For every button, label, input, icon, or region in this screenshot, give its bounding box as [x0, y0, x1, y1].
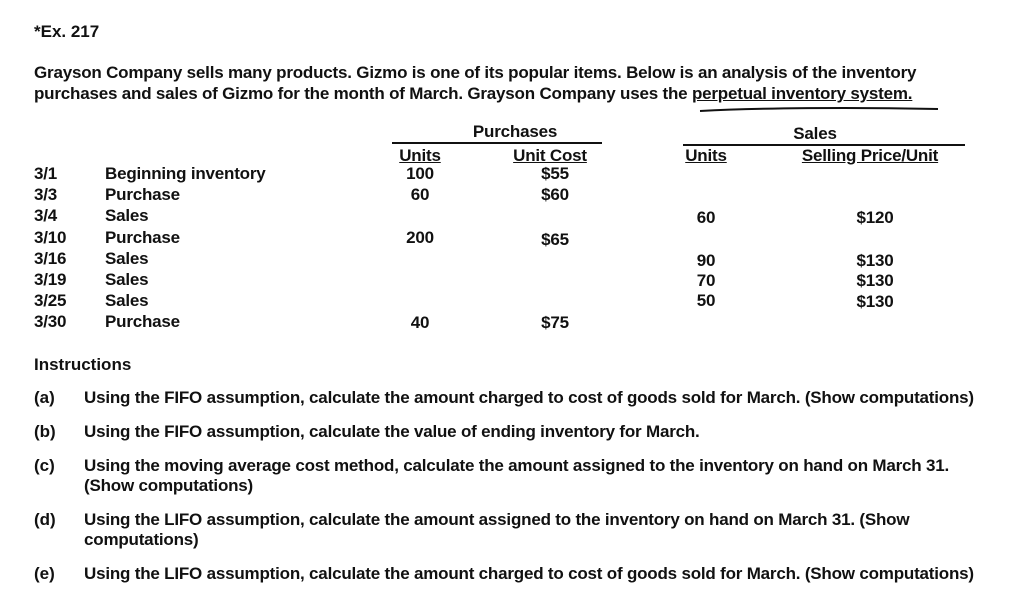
row-description: Purchase — [105, 228, 180, 247]
row-unit-cost: $60 — [541, 185, 569, 204]
row-purchase-units: 200 — [406, 228, 434, 247]
row-purchase-units: 40 — [410, 313, 430, 332]
instruction-label: (e) — [34, 564, 55, 583]
purchases-header: Purchases — [472, 122, 558, 141]
row-description: Sales — [105, 249, 149, 268]
instruction-text: Using the FIFO assumption, calculate the amount charged to cost of goods sold for March. (Show computations) — [84, 388, 974, 407]
row-description: Beginning inventory — [105, 164, 266, 183]
selling-price-header: Selling Price/Unit — [801, 146, 939, 165]
row-date: 3/30 — [34, 312, 67, 331]
row-date: 3/25 — [34, 291, 67, 310]
instruction-label: (a) — [34, 388, 55, 407]
purchases-units-header: Units — [399, 146, 441, 165]
row-date: 3/3 — [34, 185, 58, 204]
instructions-heading: Instructions — [34, 355, 132, 374]
exercise-title: *Ex. 217 — [34, 22, 100, 41]
sales-units-header: Units — [685, 146, 727, 165]
row-description: Sales — [105, 206, 149, 225]
row-sales-units: 50 — [696, 291, 716, 310]
instruction-label: (c) — [34, 456, 55, 475]
row-date: 3/16 — [34, 249, 67, 268]
row-purchase-units: 100 — [406, 164, 434, 183]
row-description: Sales — [105, 270, 149, 289]
row-date: 3/19 — [34, 270, 67, 289]
row-unit-cost: $75 — [541, 313, 569, 332]
instruction-label: (b) — [34, 422, 56, 441]
row-selling-price: $120 — [856, 208, 894, 227]
row-selling-price: $130 — [856, 271, 894, 290]
intro-text: Grayson Company sells many products. Gizmo is one of its popular items. Below is an analysis of the inventory purchases and sales of Gizmo for the month of March. Grayson Company uses the — [34, 63, 917, 103]
sales-header: Sales — [793, 124, 837, 143]
row-description: Purchase — [105, 312, 180, 331]
instruction-label: (d) — [34, 510, 56, 529]
handwritten-underline — [698, 106, 940, 114]
row-sales-units: 90 — [696, 251, 716, 270]
row-selling-price: $130 — [856, 251, 894, 270]
instruction-text: Using the LIFO assumption, calculate the amount charged to cost of goods sold for March. (Show computations) — [84, 564, 974, 583]
instruction-text: Using the moving average cost method, calculate the amount assigned to the inventory on hand on March 31. (Show computations) — [84, 456, 950, 495]
row-description: Purchase — [105, 185, 180, 204]
row-unit-cost: $65 — [541, 230, 569, 249]
row-date: 3/4 — [34, 206, 58, 225]
row-unit-cost: $55 — [541, 164, 569, 183]
row-date: 3/1 — [34, 164, 58, 183]
unit-cost-header: Unit Cost — [513, 146, 587, 165]
row-sales-units: 60 — [696, 208, 716, 227]
row-purchase-units: 60 — [410, 185, 430, 204]
purchases-header-rule — [392, 142, 602, 144]
row-description: Sales — [105, 291, 149, 310]
row-sales-units: 70 — [696, 271, 716, 290]
instruction-text: Using the LIFO assumption, calculate the amount assigned to the inventory on hand on March 31. (Show computations) — [84, 510, 910, 549]
row-date: 3/10 — [34, 228, 67, 247]
row-selling-price: $130 — [856, 292, 894, 311]
intro-paragraph — [34, 62, 984, 104]
intro-underlined-text: perpetual inventory system. — [691, 84, 913, 103]
instruction-text: Using the FIFO assumption, calculate the value of ending inventory for March. — [84, 422, 700, 441]
